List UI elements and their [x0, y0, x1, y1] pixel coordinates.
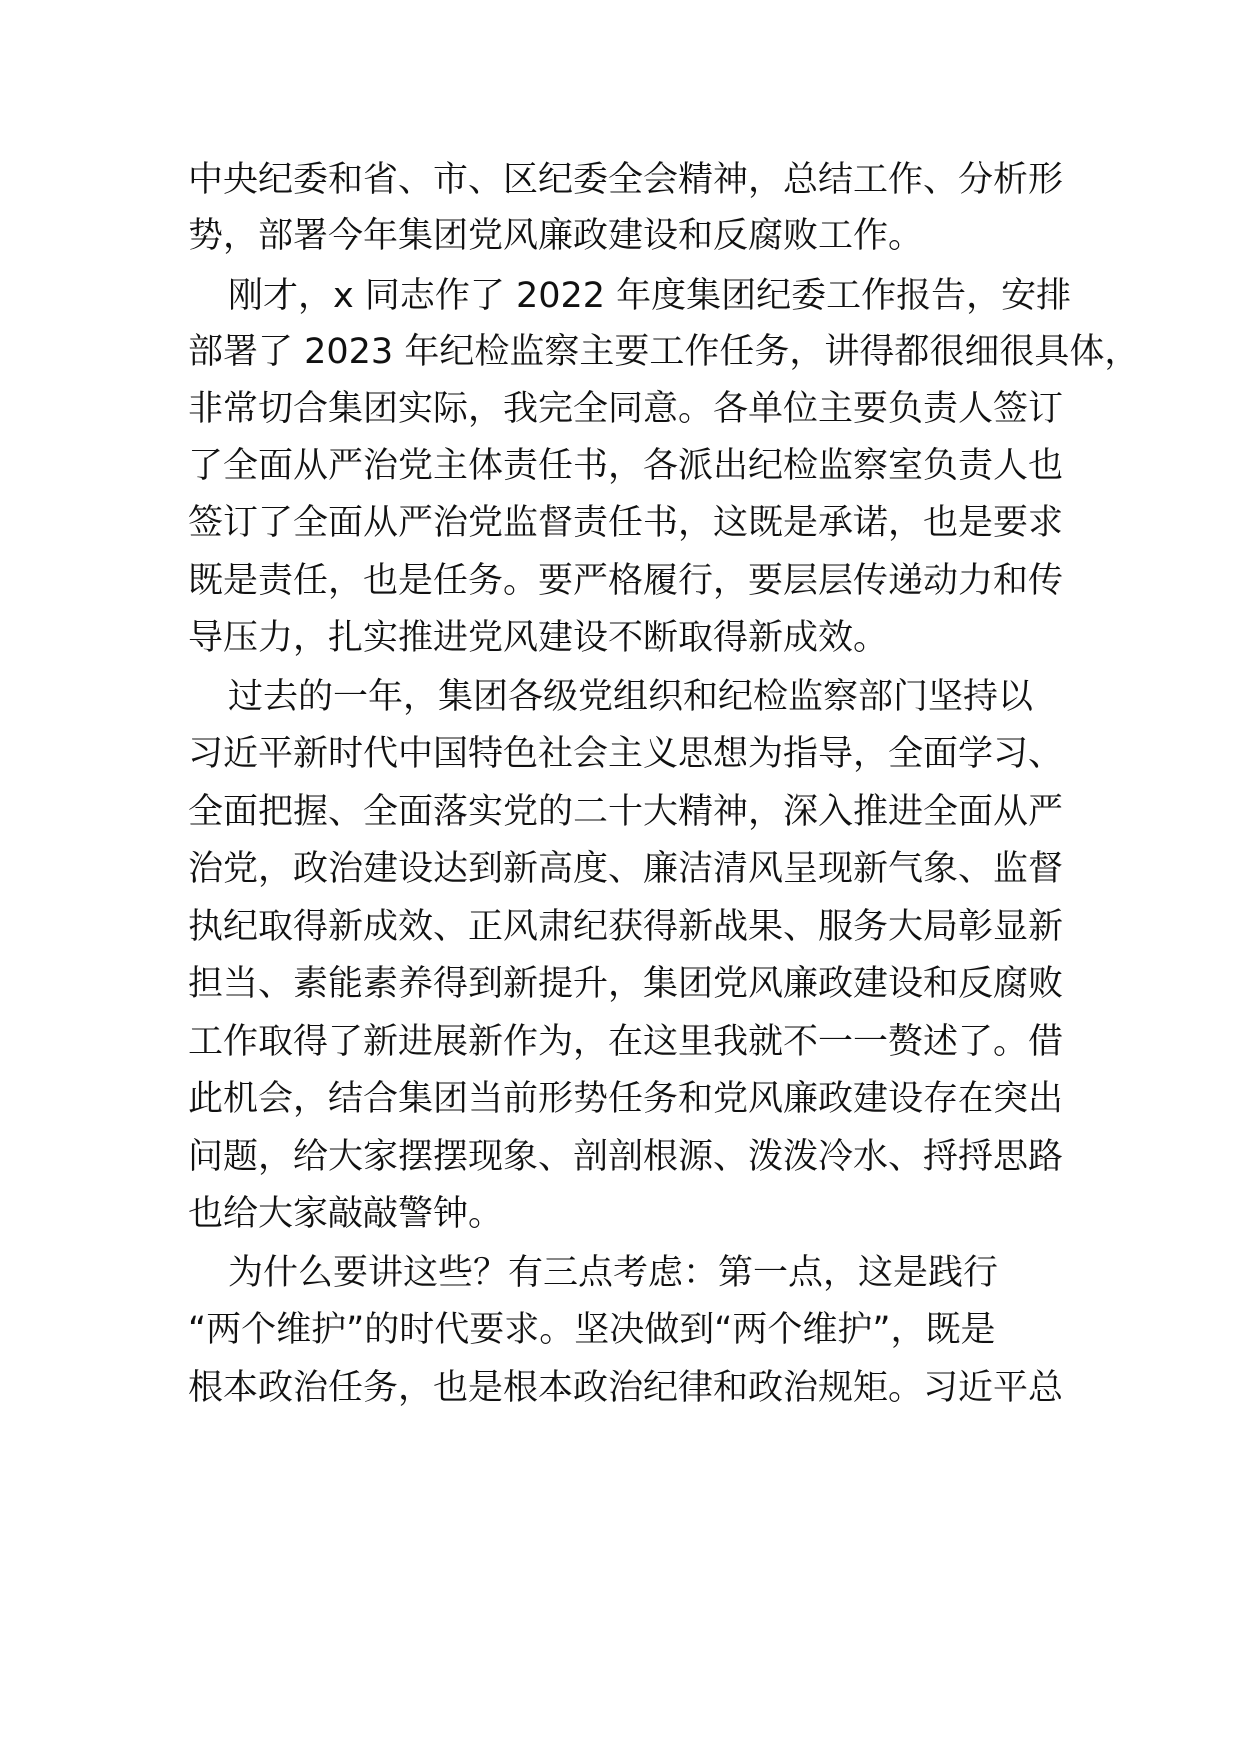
- text-line: 也给大家敲敲警钟。: [188, 1194, 504, 1234]
- text-line: 导压力，扎实推进党风建设不断取得新成效。: [188, 618, 889, 658]
- text-line: 部署了 2023 年纪检监察主要工作任务，讲得都很细很具体，: [188, 332, 1140, 372]
- text-line: 势，部署今年集团党风廉政建设和反腐败工作。: [188, 216, 924, 256]
- text-line: 根本政治任务，也是根本政治纪律和政治规矩。习近平总: [188, 1368, 1064, 1408]
- text-line: “两个维护”的时代要求。坚决做到“两个维护”，既是: [188, 1310, 996, 1350]
- text-line: 治党，政治建设达到新高度、廉洁清风呈现新气象、监督: [188, 849, 1064, 889]
- text-line: 工作取得了新进展新作为，在这里我就不一一赘述了。借: [188, 1022, 1064, 1062]
- text-line: 既是责任，也是任务。要严格履行，要层层传递动力和传: [188, 561, 1064, 601]
- text-line: 签订了全面从严治党监督责任书，这既是承诺，也是要求: [188, 503, 1064, 543]
- text-line: 中央纪委和省、市、区纪委全会精神，总结工作、分析形: [188, 160, 1064, 200]
- text-line: 担当、素能素养得到新提升，集团党风廉政建设和反腐败: [188, 964, 1064, 1004]
- paragraph-first-line: 为什么要讲这些？有三点考虑：第一点，这是践行: [228, 1253, 999, 1293]
- text-line: 此机会，结合集团当前形势任务和党风廉政建设存在突出: [188, 1079, 1064, 1119]
- text-line: 习近平新时代中国特色社会主义思想为指导，全面学习、: [188, 734, 1064, 774]
- paragraph-first-line: 刚才，x 同志作了 2022 年度集团纪委工作报告，安排: [228, 276, 1072, 316]
- text-line: 了全面从严治党主体责任书，各派出纪检监察室负责人也: [188, 446, 1064, 486]
- text-line: 问题，给大家摆摆现象、剖剖根源、泼泼冷水、捋捋思路: [188, 1137, 1064, 1177]
- text-line: 全面把握、全面落实党的二十大精神，深入推进全面从严: [188, 792, 1064, 832]
- text-line: 执纪取得新成效、正风肃纪获得新战果、服务大局彰显新: [188, 907, 1064, 947]
- paragraph-first-line: 过去的一年，集团各级党组织和纪检监察部门坚持以: [228, 677, 1034, 717]
- text-line: 非常切合集团实际，我完全同意。各单位主要负责人签订: [188, 389, 1064, 429]
